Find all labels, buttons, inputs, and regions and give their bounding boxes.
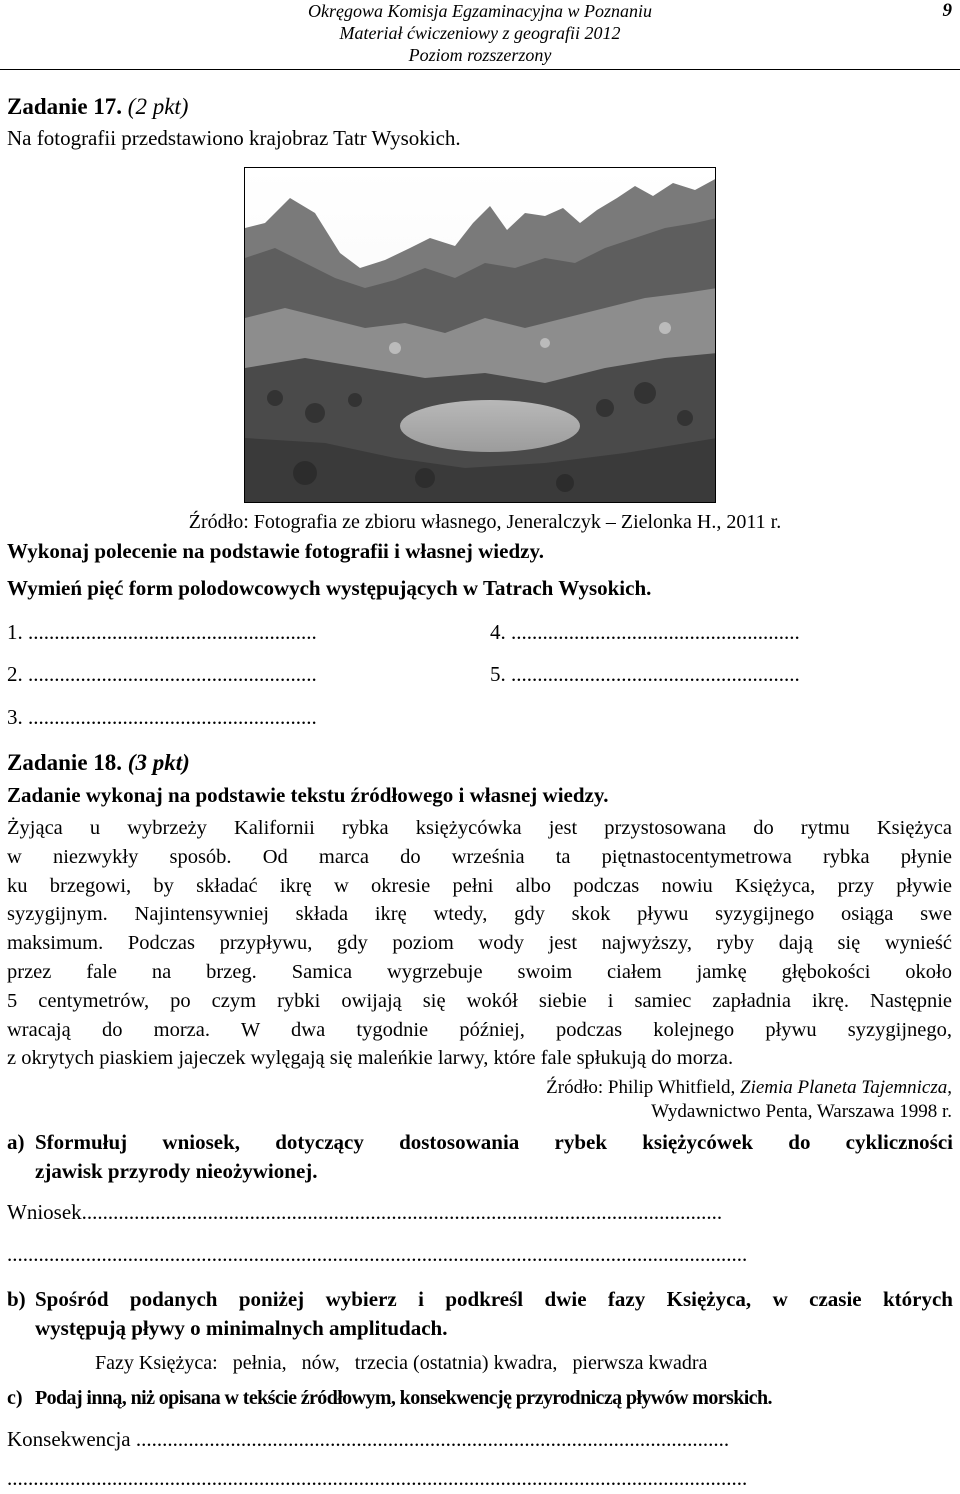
task17-points: (2 pkt) xyxy=(127,94,189,119)
part-b-line1: Spośród podanych poniżej wybierz i podkreśl dwie fazy Księżyca, w czasie których xyxy=(35,1287,953,1311)
text-source-prefix: Źródło: Philip Whitfield, xyxy=(546,1077,740,1098)
answer-line-4[interactable]: 4. ....................................................... xyxy=(490,620,800,644)
answer-line-1[interactable]: 1. ....................................................... xyxy=(7,620,317,644)
phase-option-first-quarter[interactable]: pierwsza kwadra xyxy=(572,1352,708,1374)
konsekwencja-answer-line[interactable]: Konsekwencja ................................................................................................................. xyxy=(7,1427,730,1451)
phase-option-new-moon[interactable]: nów, xyxy=(301,1352,340,1374)
task17-intro: Na fotografii przedstawiono krajobraz Tatr Wysokich. xyxy=(7,126,461,150)
moon-phases-row xyxy=(95,1349,707,1378)
source-text-line: Żyjąca u wybrzeży Kalifornii rybka księżycówka jest przystosowana do rytmu Księżyca xyxy=(7,817,952,839)
tatra-landscape-photo xyxy=(244,167,716,503)
text-source-title: Ziemia Planeta Tajemnicza xyxy=(740,1077,948,1098)
source-text-line: ku brzegowi, by składać ikrę w okresie pełni albo podczas nowiu Księżyca, przy pływie xyxy=(7,874,952,897)
source-text-line: 5 centymetrów, po czym rybki owijają się wokół siebie i samiec zapładnia ikrę. Następnie xyxy=(7,989,952,1012)
wniosek-answer-line[interactable]: Wniosek.......................................................................................................................... xyxy=(7,1200,723,1224)
source-text xyxy=(7,814,952,1073)
source-text-line: maksimum. Podczas przypływu, gdy poziom wody jest najwyższy, ryby dają się wynieść xyxy=(7,932,952,955)
task17-instruction: Wykonaj polecenie na podstawie fotografii i własnej wiedzy. xyxy=(7,539,545,563)
part-c-text: Podaj inną, niż opisana w tekście źródłowym, konsekwencję przyrodniczą pływów morskich. xyxy=(35,1387,772,1409)
photo-source: Źródło: Fotografia ze zbioru własnego, Jeneralczyk – Zielonka H., 2011 r. xyxy=(188,511,782,533)
task17-question: Wymień pięć form polodowcowych występujących w Tatrach Wysokich. xyxy=(7,576,652,600)
answer-line-5[interactable]: 5. ....................................................... xyxy=(490,662,800,686)
part-a-line1: Sformułuj wniosek, dotyczący dostosowania rybek księżycówek do cykliczności xyxy=(35,1130,953,1154)
header-text xyxy=(0,0,960,66)
part-a-line2: zjawisk przyrody nieożywionej. xyxy=(35,1159,318,1183)
part-b-label: b) xyxy=(7,1287,26,1311)
konsekwencja-answer-line-2[interactable]: ............................................................................................................................................. xyxy=(7,1466,748,1490)
part-b-line2: występują pływy o minimalnych amplitudach. xyxy=(35,1316,448,1340)
phases-label: Fazy Księżyca: xyxy=(95,1352,218,1374)
page-header xyxy=(0,0,960,72)
source-text-line: syzygijnym. Najintensywniej składa ikrę wtedy, gdy skok pływu syzygijnego osiąga swe xyxy=(7,903,952,926)
page-number: 9 xyxy=(942,0,952,21)
task17-title-main: Zadanie 17. xyxy=(7,94,123,119)
wniosek-answer-line-2[interactable]: ............................................................................................................................................. xyxy=(7,1242,748,1266)
source-text-line: wracają do morza. W dwa tygodnie później, podczas kolejnego pływu syzygijnego, xyxy=(7,1018,952,1041)
phase-option-full-moon[interactable]: pełnia, xyxy=(232,1352,287,1374)
part-a-label: a) xyxy=(7,1130,25,1154)
header-commission: Okręgowa Komisja Egzaminacyjna w Poznaniu xyxy=(308,1,652,21)
task18-points: (3 pkt) xyxy=(127,750,190,775)
header-divider xyxy=(0,69,960,70)
task18-title-main: Zadanie 18. xyxy=(7,750,123,775)
task17-title xyxy=(7,92,188,121)
source-text-line: w niezwykły sposób. Od marca do września ta piętnastocentymetrowa rybka płynie xyxy=(7,845,952,868)
phase-option-last-quarter[interactable]: trzecia (ostatnia) kwadra, xyxy=(354,1352,558,1374)
source-text-line: z okrytych piaskiem jajeczek wylęgają się maleńkie larwy, które fale spłukują do morza. xyxy=(7,1047,734,1070)
part-c-label: c) xyxy=(7,1387,23,1409)
header-material: Materiał ćwiczeniowy z geografii 2012 xyxy=(339,23,621,43)
answer-line-3[interactable]: 3. ....................................................... xyxy=(7,705,317,729)
header-level: Poziom rozszerzony xyxy=(408,45,552,65)
source-text-line: przez fale na brzeg. Samica wygrzebuje swoim ciałem jamkę głębokości około xyxy=(7,960,952,983)
text-source-suffix: , xyxy=(947,1077,952,1098)
task18-instruction: Zadanie wykonaj na podstawie tekstu źródłowego i własnej wiedzy. xyxy=(7,783,609,807)
task18-title xyxy=(7,748,190,777)
answer-line-2[interactable]: 2. ....................................................... xyxy=(7,662,317,686)
text-source-line2: Wydawnictwo Penta, Warszawa 1998 r. xyxy=(651,1101,952,1122)
